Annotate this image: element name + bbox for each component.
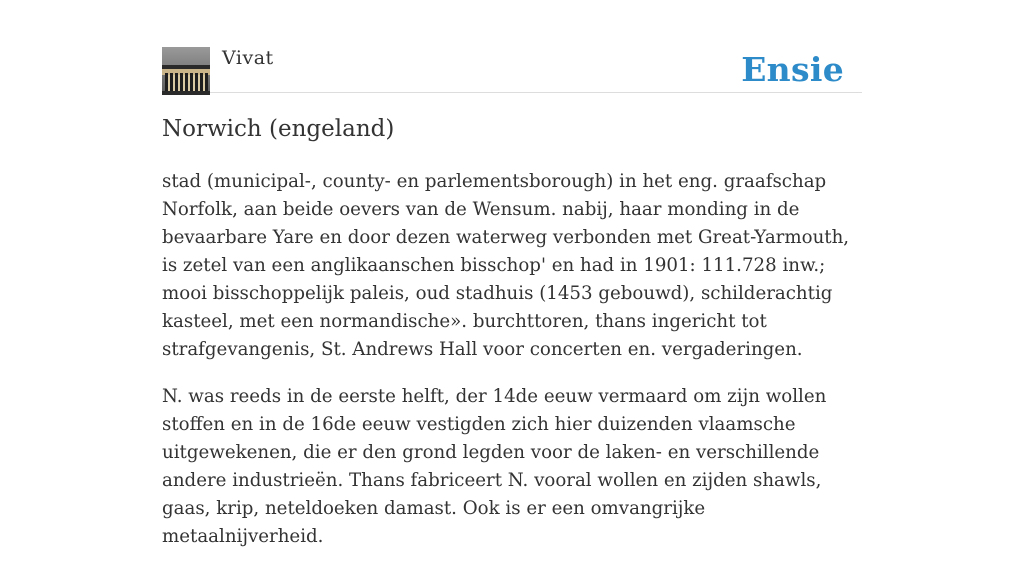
avatar-image <box>162 47 210 95</box>
article-body <box>162 168 862 570</box>
article-paragraph: N. was reeds in de eerste helft, der 14de eeuw vermaard om zijn wollen stoffen en in de 16de eeuw vestigden zich hier duizenden vlaamsche uitgewekenen, die er den grond legden voor de laken- en verschillende andere industrieën. Thans fabriceert N. vooral wollen en zijden shawls, gaas, krip, neteldoeken damast. Ook is er een omvangrijke metaalnijverheid. <box>162 386 827 547</box>
brand-logo[interactable]: Ensie <box>741 50 844 89</box>
header <box>162 46 862 93</box>
article-title: Norwich (engeland) <box>162 116 395 142</box>
author-name[interactable]: Vivat <box>222 47 274 69</box>
article-paragraph: stad (municipal-, county- en parlementsborough) in het eng. graafschap Norfolk, aan beide oevers van de Wensum. nabij, haar monding in de bevaarbare Yare en door dezen waterweg verbonden met Great-Yarmouth, is zetel van een anglikaanschen bisschop' en had in 1901: 111.728 inw.; mooi bisschoppelijk paleis, oud stadhuis (1453 gebouwd), schilderachtig kasteel, met een normandische». burchttoren, thans ingericht tot strafgevangenis, St. Andrews Hall voor concerten en. vergaderingen. <box>162 171 850 360</box>
author-avatar[interactable] <box>162 47 210 95</box>
